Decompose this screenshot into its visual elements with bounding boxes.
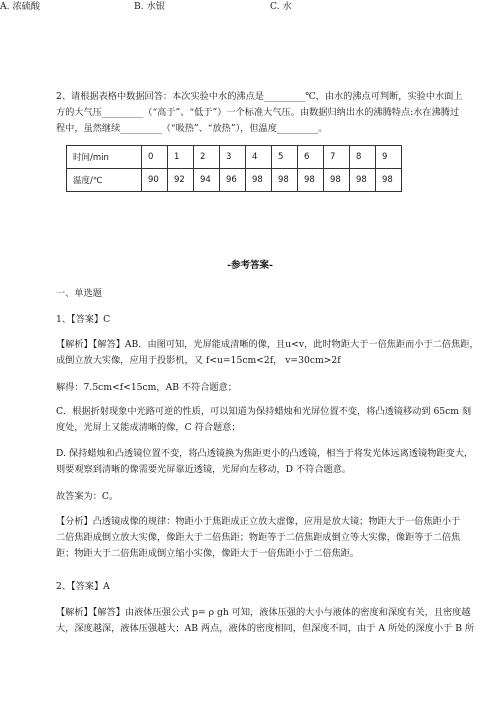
q1-analysis	[56, 337, 479, 369]
question-2-line-1: 2、请根据表格中数据回答：本次实验中水的沸点是_________℃，由水的沸点可判断，实验中水面上	[56, 91, 463, 102]
question-2-line-3: 程中，虽然继续_________（“吸热”、“放热”），但温度_________。	[56, 123, 328, 134]
q1-option-c	[56, 404, 472, 436]
temperature-cell: 98	[376, 169, 402, 192]
temperature-cell: 90	[142, 169, 168, 192]
answers-title: -参考答案-	[227, 260, 273, 271]
time-cell: 3	[220, 146, 246, 169]
question-2-line-2: 方的大气压_________（“高于”、“低于”）一个标准大气压。由数据归纳出水的沸腾特点:水在沸腾过	[56, 107, 460, 118]
q1-summary	[56, 514, 461, 562]
table-row-time	[67, 146, 402, 169]
temperature-cell: 98	[298, 169, 324, 192]
paragraph-line: 度处，光屏上又能成清晰的像，C 符合题意；	[56, 422, 241, 433]
paragraph-line: 大，深度越深，液体压强越大；AB 两点，液体的密度相同，但深度不同，由于 A 所处的深度小于 B 所	[56, 623, 475, 634]
option-a: A. 浓硫酸	[0, 1, 41, 12]
paragraph-line: 【分析】凸透镜成像的规律：物距小于焦距成正立放大虚像，应用是放大镜；物距大于一倍焦距小于	[56, 516, 461, 527]
q1-option-d	[56, 446, 474, 478]
q2-answer: 2、【答案】A	[56, 581, 110, 592]
q1-answer: 1、【答案】C	[56, 314, 111, 325]
temperature-cell: 94	[194, 169, 220, 192]
temperature-header: 温度/℃	[67, 169, 142, 192]
paragraph-line: 二倍焦距成倒立放大实像，像距大于二倍焦距；物距等于二倍焦距成倒立等大实像，像距等于二倍焦	[56, 532, 461, 543]
paragraph-line: 【解析】【解答】由液体压强公式 p= ρ gh 可知，液体压强的大小与液体的密度和深度有关，且密度越	[56, 607, 471, 618]
temperature-cell: 92	[168, 169, 194, 192]
section-heading: 一、单选题	[56, 288, 102, 299]
q2-analysis	[56, 605, 475, 637]
temperature-cell: 98	[350, 169, 376, 192]
time-cell: 8	[350, 146, 376, 169]
boiling-data-table	[66, 145, 402, 192]
q1-solve: 解得：7.5cm<f<15cm，AB 不符合题意；	[56, 382, 237, 393]
paragraph-line: 【解析】【解答】AB．由图可知，光屏能成清晰的像，且u<v，此时物距大于一倍焦距而小于二倍焦距，	[56, 339, 479, 350]
time-cell: 9	[376, 146, 402, 169]
paragraph-line: C．根据折射现象中光路可逆的性质，可以知道为保持蜡烛和光屏位置不变，将凸透镜移动到 65cm 刻	[56, 406, 472, 417]
temperature-cell: 98	[324, 169, 350, 192]
time-header: 时间/min	[67, 146, 142, 169]
time-cell: 2	[194, 146, 220, 169]
paragraph-line: 距；物距大于二倍焦距成倒立缩小实像，像距大于一倍焦距小于二倍焦距。	[56, 548, 360, 559]
time-cell: 4	[246, 146, 272, 169]
temperature-cell: 96	[220, 169, 246, 192]
temperature-cell: 98	[272, 169, 298, 192]
table-row-temperature	[67, 169, 402, 192]
time-cell: 1	[168, 146, 194, 169]
time-cell: 7	[324, 146, 350, 169]
temperature-cell: 98	[246, 169, 272, 192]
q1-conclusion: 故答案为：C。	[56, 491, 119, 502]
time-cell: 0	[142, 146, 168, 169]
paragraph-line: 成倒立放大实像，应用于投影机，又 f<u=15cm<2f， v=30cm>2f	[56, 355, 341, 366]
time-cell: 6	[298, 146, 324, 169]
answer-options	[0, 0, 380, 14]
paragraph-line: D. 保持蜡烛和凸透镜位置不变，将凸透镜换为焦距更小的凸透镜，相当于将发光体远离透镜物距变大，	[56, 448, 474, 459]
option-c: C. 水	[270, 1, 292, 12]
paragraph-line: 则要观察到清晰的像需要光屏靠近透镜，光屏向左移动，D 不符合题意。	[56, 464, 352, 475]
time-cell: 5	[272, 146, 298, 169]
option-b: B. 水银	[134, 1, 165, 12]
